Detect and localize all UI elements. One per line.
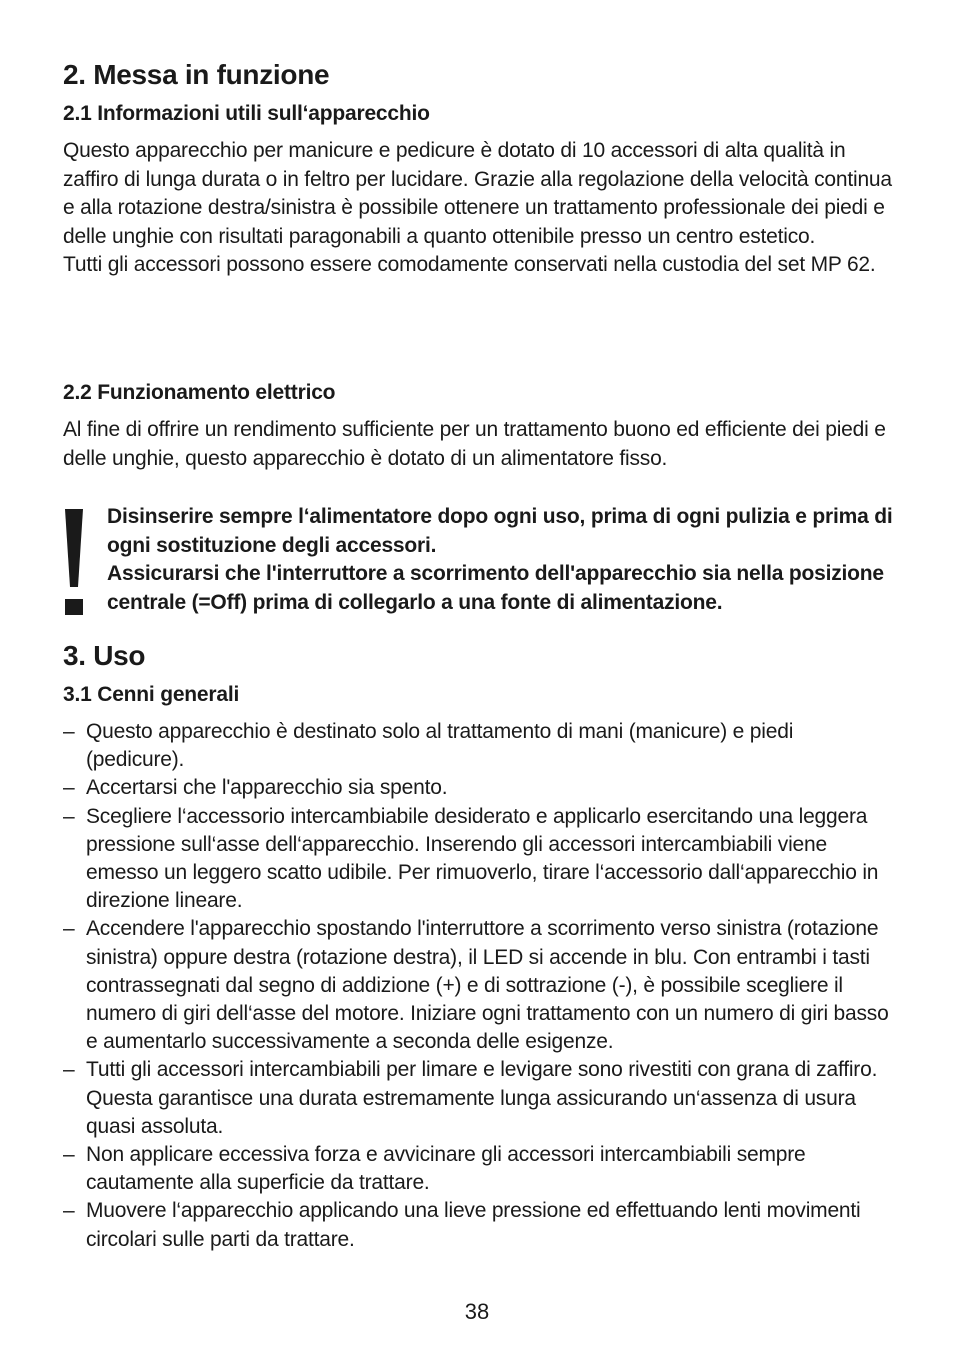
section-title: 3. Uso <box>63 640 146 671</box>
paragraph: Questo apparecchio per manicure e pedicure è dotato di 10 accessori di alta qualità in zaffiro di lunga durata o in feltro per lucidare. Grazie alla regolazione della velocità continua e alla rotazione destra/sinistra è possibile ottenere un trattamento professionale dei piedi e delle unghie con risultati paragonabili a quanto ottenibile presso un centro estetico. <box>63 139 892 248</box>
dash-icon: – <box>63 1058 75 1082</box>
dash-icon: – <box>63 804 75 828</box>
dash-icon: – <box>63 1143 75 1167</box>
list-item <box>63 803 895 916</box>
warning-box <box>63 503 895 623</box>
warning-text <box>107 503 897 617</box>
page-number: 38 <box>464 1299 490 1324</box>
list-item <box>63 774 895 802</box>
section-2 <box>63 55 895 280</box>
section-2-2 <box>63 374 895 473</box>
section-title: 2. Messa in funzione <box>63 59 330 90</box>
dash-icon: – <box>63 917 75 941</box>
dash-icon: – <box>63 1199 75 1223</box>
list-item-text: Non applicare eccessiva forza e avvicinare gli accessori intercambiabili sempre cautamente alla superficie da trattare. <box>86 1143 806 1195</box>
list-item <box>63 1056 895 1141</box>
list-item <box>63 915 895 1056</box>
list-item <box>63 1141 895 1197</box>
bullet-list <box>63 718 895 1254</box>
list-item-text: Accendere l'apparecchio spostando l'interruttore a scorrimento verso sinistra (rotazione sinistra) oppure destra (rotazione destra), il LED si accende in blu. Con entrambi i tasti contrassegnati dal segno di addizione (+) e di sottrazione (-), è possibile scegliere il numero di giri dell‘asse del motore. Iniziare ogni trattamento con un numero di giri basso e aumentarlo successivamente a seconda delle esigenze. <box>86 917 889 1054</box>
paragraph: Tutti gli accessori possono essere comodamente conservati nella custodia del set MP 62. <box>63 253 876 277</box>
warning-line: Assicurarsi che l'interruttore a scorrimento dell'apparecchio sia nella posizione centrale (=Off) prima di collegarlo a una fonte di alimentazione. <box>107 562 884 614</box>
subsection-title: 2.2 Funzionamento elettrico <box>63 381 336 404</box>
warning-line: Disinserire sempre l‘alimentatore dopo ogni uso, prima di ogni pulizia e prima di ogni sostituzione degli accessori. <box>107 505 893 557</box>
section-3 <box>63 636 895 1254</box>
list-item-text: Accertarsi che l'apparecchio sia spento. <box>86 776 448 800</box>
list-item <box>63 1197 895 1253</box>
subsection-title: 2.1 Informazioni utili sull‘apparecchio <box>63 102 430 125</box>
dash-icon: – <box>63 720 75 743</box>
subsection-title: 3.1 Cenni generali <box>63 683 240 706</box>
list-item-text: Questo apparecchio è destinato solo al trattamento di mani (manicure) e piedi (pedicure). <box>86 720 794 772</box>
list-item-text: Muovere l‘apparecchio applicando una lieve pressione ed effettuando lenti movimenti circolari sulle parti da trattare. <box>86 1199 861 1251</box>
list-item-text: Scegliere l‘accessorio intercambiabile desiderato e applicarlo esercitando una leggera pressione sull‘asse dell‘apparecchio. Inserendo gli accessori intercambiabili viene emesso un leggero scatto udibile. Per rimuoverlo, tirare l‘accessorio dall‘apparecchio in direzione lineare. <box>86 804 879 913</box>
dash-icon: – <box>63 776 75 800</box>
paragraph: Al fine di offrire un rendimento sufficiente per un trattamento buono ed efficiente dei piedi e delle unghie, questo apparecchio è dotato di un alimentatore fisso. <box>63 418 886 470</box>
list-item <box>63 718 895 774</box>
list-item-text: Tutti gli accessori intercambiabili per limare e levigare sono rivestiti con grana di zaffiro. Questa garantisce una durata estremamente lunga assicurando un‘assenza di usura quasi assoluta. <box>86 1058 878 1138</box>
exclamation-warning-icon <box>63 507 85 617</box>
